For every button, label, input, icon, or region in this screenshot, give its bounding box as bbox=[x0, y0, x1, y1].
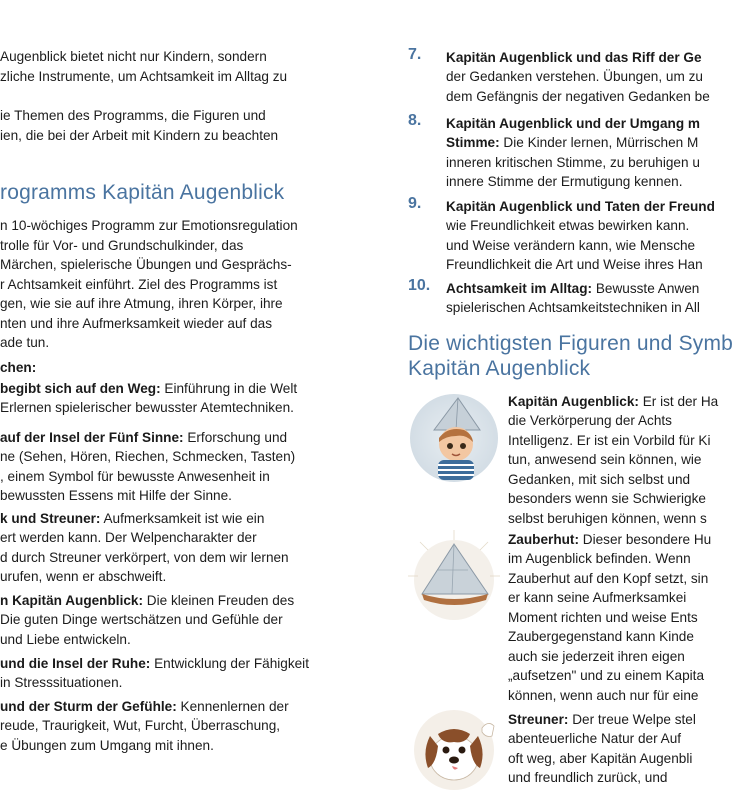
weeks-label: chen: bbox=[0, 360, 37, 375]
figure-captain-line: besonders wenn sie Schwierigke bbox=[508, 491, 706, 506]
week-2-line: ne (Sehen, Hören, Riechen, Schmecken, Tasten) bbox=[0, 449, 296, 464]
magic-hat-illustration bbox=[408, 530, 500, 622]
figure-hat-line: können, wenn auch nur für eine bbox=[508, 688, 699, 703]
figure-captain: Kapitän Augenblick: Er ist der Ha bbox=[508, 394, 719, 409]
week-2: auf der Insel der Fünf Sinne: Erforschung und bbox=[0, 430, 288, 445]
figure-hat-line: im Augenblick befinden. Wenn bbox=[508, 551, 691, 566]
item-9-line: wie Freundlichkeit etwas bewirken kann. bbox=[446, 218, 690, 233]
week-5: und die Insel der Ruhe: Entwicklung der Fähigkeit bbox=[0, 656, 309, 671]
figure-captain-line: Gedanken, mit sich selbst und bbox=[508, 472, 691, 487]
body-line: r Achtsamkeit einführt. Ziel des Programms ist bbox=[0, 277, 278, 292]
week-1: begibt sich auf den Weg: Einführung in die Welt bbox=[0, 381, 298, 396]
item-10: Achtsamkeit im Alltag: Bewusste Anwen bbox=[446, 281, 700, 296]
intro-line-1: Augenblick bietet nicht nur Kindern, sondern bbox=[0, 49, 267, 64]
item-9: Kapitän Augenblick und Taten der Freund bbox=[446, 199, 715, 214]
item-number: 7. bbox=[408, 46, 422, 63]
week-3: k und Streuner: Aufmerksamkeit ist wie ein bbox=[0, 511, 265, 526]
puppy-illustration bbox=[408, 706, 500, 792]
item-number: 8. bbox=[408, 112, 422, 129]
figure-captain-line: Intelligenz. Er ist ein Vorbild für Ki bbox=[508, 433, 711, 448]
figure-hat-line: „aufsetzen" und zu einem Kapita bbox=[508, 668, 705, 683]
intro-line-2: zliche Instrumente, um Achtsamkeit im Alltag zu bbox=[0, 69, 288, 84]
week-2-line: , einem Symbol für bewusste Anwesenheit in bbox=[0, 469, 270, 484]
figures-heading-1: Die wichtigsten Figuren und Symb bbox=[408, 332, 733, 355]
body-line: gen, wie sie auf ihre Atmung, ihren Körper, ihre bbox=[0, 296, 283, 311]
figures-heading-2: Kapitän Augenblick bbox=[408, 357, 591, 380]
intro-line-4: ien, die bei der Arbeit mit Kindern zu beachten bbox=[0, 128, 279, 143]
week-5-line: in Stresssituationen. bbox=[0, 675, 123, 690]
item-8-line: Stimme: Die Kinder lernen, Mürrischen M bbox=[446, 135, 699, 150]
item-8-line: inneren kritischen Stimme, zu beruhigen u bbox=[446, 155, 700, 170]
figure-hat-line: Moment richten und weise Ents bbox=[508, 610, 698, 625]
item-7: Kapitän Augenblick und das Riff der Ge bbox=[446, 50, 702, 65]
body-line: nten und ihre Aufmerksamkeit wieder auf das bbox=[0, 316, 273, 331]
figure-captain-line: tun, anwesend sein können, wie bbox=[508, 452, 702, 467]
item-8: Kapitän Augenblick und der Umgang m bbox=[446, 116, 701, 131]
week-4-line: Die guten Dinge wertschätzen und Gefühle der bbox=[0, 612, 283, 627]
item-10-line: spielerischen Achtsamkeitstechniken in All bbox=[446, 300, 700, 315]
item-7-line: der Gedanken verstehen. Übungen, um zu bbox=[446, 69, 703, 84]
week-4: n Kapitän Augenblick: Die kleinen Freuden des bbox=[0, 593, 295, 608]
item-number: 10. bbox=[408, 277, 431, 294]
figure-puppy-line: oft weg, aber Kapitän Augenbli bbox=[508, 751, 693, 766]
item-8-line: innere Stimme der Ermutigung kennen. bbox=[446, 174, 683, 189]
figure-hat-line: Zaubergegenstand kann Kinde bbox=[508, 629, 694, 644]
week-4-line: und Liebe entwickeln. bbox=[0, 632, 131, 647]
figure-hat: Zauberhut: Dieser besondere Hu bbox=[508, 532, 712, 547]
item-7-line: dem Gefängnis der negativen Gedanken be bbox=[446, 89, 710, 104]
week-3-line: ert werden kann. Der Welpencharakter der bbox=[0, 530, 257, 545]
body-line: Märchen, spielerische Übungen und Gesprächs- bbox=[0, 257, 292, 272]
captain-illustration bbox=[408, 392, 500, 484]
figure-captain-line: selbst beruhigen können, wenn s bbox=[508, 511, 707, 526]
body-line: ade tun. bbox=[0, 335, 50, 350]
body-line: n 10-wöchiges Programm zur Emotionsregulation bbox=[0, 218, 298, 233]
figure-captain-line: die Verkörperung der Achts bbox=[508, 413, 672, 428]
week-3-line: d durch Streuner verkörpert, von dem wir lernen bbox=[0, 550, 289, 565]
item-9-line: und Weise verändern kann, wie Mensche bbox=[446, 238, 696, 253]
week-6-line: reude, Traurigkeit, Wut, Furcht, Überraschung, bbox=[0, 718, 281, 733]
week-6: und der Sturm der Gefühle: Kennenlernen der bbox=[0, 699, 289, 714]
figure-puppy-line: abenteuerliche Natur der Auf bbox=[508, 731, 682, 746]
item-number: 9. bbox=[408, 195, 422, 212]
figure-hat-line: auch sie jederzeit ihren eigen bbox=[508, 649, 685, 664]
week-3-line: urufen, wenn er abschweift. bbox=[0, 569, 167, 584]
figure-puppy: Streuner: Der treue Welpe stel bbox=[508, 712, 696, 727]
week-2-line: bewussten Essens mit Hilfe der Sinne. bbox=[0, 488, 232, 503]
body-line: trolle für Vor- und Grundschulkinder, das bbox=[0, 238, 244, 253]
item-9-line: Freundlichkeit die Art und Weise ihres Han bbox=[446, 257, 703, 272]
intro-line-3: ie Themen des Programms, die Figuren und bbox=[0, 108, 266, 123]
figure-hat-line: Zauberhut auf den Kopf setzt, sin bbox=[508, 571, 709, 586]
figure-puppy-line: und freundlich zurück, und bbox=[508, 770, 668, 785]
section-heading: rogramms Kapitän Augenblick bbox=[0, 181, 285, 204]
week-1-line: Erlernen spielerischer bewusster Atemtechniken. bbox=[0, 400, 294, 415]
figure-hat-line: er kann seine Aufmerksamkei bbox=[508, 590, 687, 605]
week-6-line: e Übungen zum Umgang mit ihnen. bbox=[0, 738, 214, 753]
